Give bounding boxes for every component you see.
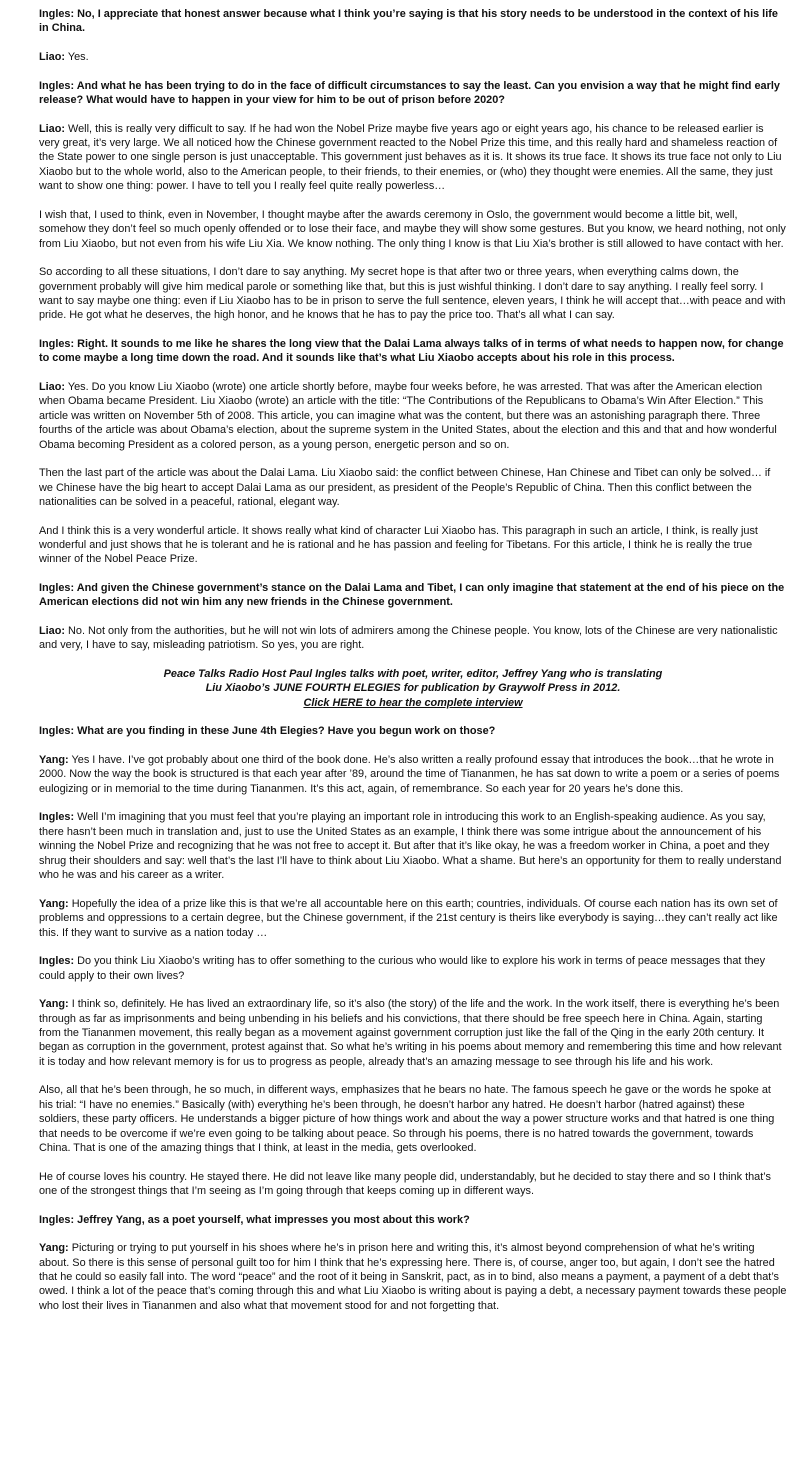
speaker-label: Liao: bbox=[39, 51, 66, 63]
speaker-label: Ingles: bbox=[39, 582, 75, 595]
complete-interview-link[interactable]: Click HERE to hear the complete interview bbox=[303, 696, 523, 709]
paragraph-text: What are you finding in these June 4th Elegies? Have you begun work on those? bbox=[77, 725, 496, 738]
paragraph-text: No. Not only from the authorities, but he will not win lots of admirers among the Chinese people. You know, lots of the Chinese are very nationalistic and very, I have to say, misleading patriotism. So yes, you are right. bbox=[39, 625, 778, 652]
paragraph-text: Yes I have. I’ve got probably about one third of the book done. He’s also written a really profound essay that introduces the book…that he wrote in 2000. Now the way the book is structured is that each year after ’89, around the time of Tiananmen, he has sat down to write a poem or a series of poems eulogizing or in memorial to the time during Tiananmen. It’s this act, again, of remembrance. So each year for 20 years he’s done this. bbox=[39, 754, 780, 795]
answer-paragraph bbox=[39, 897, 787, 940]
speaker-label: Liao: bbox=[39, 625, 66, 638]
speaker-label: Yang: bbox=[39, 897, 69, 910]
paragraph-text: Yes. Do you know Liu Xiaobo (wrote) one article shortly before, maybe four weeks before, he was arrested. That was after the American election when Obama became President. Liu Xiaobo (wrote) an article with the title: “The Contributions of the Republicans to Obama’s Win After Election.” This article was written on November 5th of 2008. This article, you can imagine what was the content, but there was an astonishing paragraph there. Three fourths of the article was about Obama’s election, about the supreme system in the United States, about the election and this and that and how wonderful Obama becoming President as a colored person, as a young person, energetic person and so on. bbox=[39, 381, 777, 451]
paragraph-text: Then the last part of the article was about the Dalai Lama. Liu Xiaobo said: the conflict between Chinese, Han Chinese and Tibet can only be solved… if we Chinese have the big heart to accept Dalai Lama as our president, as president of the People’s Republic of China. Then this conflict between the nationalities can be solved in a peaceful, rational, elegant way. bbox=[39, 467, 771, 509]
question-paragraph bbox=[39, 79, 787, 108]
speaker-label: Ingles: bbox=[39, 955, 75, 968]
paragraph-text: Jeffrey Yang, as a poet yourself, what impresses you most about this work? bbox=[77, 1213, 470, 1226]
paragraph-text: No, I appreciate that honest answer because what I think you’re saying is that his story needs to be understood in the context of his life in China. bbox=[39, 8, 778, 35]
paragraph-text: Do you think Liu Xiaobo’s writing has to offer something to the curious who would like to explore his work in terms of peace messages that they could apply to their own lives? bbox=[39, 955, 766, 982]
speaker-label: Ingles: bbox=[39, 1213, 75, 1226]
question-paragraph bbox=[39, 724, 787, 738]
body-paragraph bbox=[39, 1170, 787, 1199]
question-paragraph bbox=[39, 7, 787, 36]
answer-paragraph bbox=[39, 122, 787, 194]
paragraph-text: So according to all these situations, I don’t dare to say anything. My secret hope is that after two or three years, when everything calms down, the government probably will give him medical parole or something like that, but this is just wishful thinking. I don’t dare to say anything. I really feel sorry. I want to say maybe one thing: even if Liu Xiaobo has to be in prison to serve the full sentence, eleven years, I think he will accept that…with peace and with pride. He got what he deserves, the high honor, and he knows that he has to pay the price too. That’s all what I can say. bbox=[39, 266, 786, 322]
body-paragraph bbox=[39, 1083, 787, 1155]
paragraph-text: Also, all that he’s been through, he so much, in different ways, emphasizes that he bears no hate. The famous speech he gave or the words he spoke at his trial: “I have no enemies.” Basically (with) everything he’s been through, he doesn’t harbor any hatred. He doesn’t harbor (hatred against) these soldiers, these party officers. He understands a bigger picture of how things work and about the way a power structure works and that hatred is one thing that needs to be overcome if we’re even going to be talking about peace. So through his poems, there is no hatred towards the government, towards China. That is one of the amazing things that I think, at least in the media, gets overlooked. bbox=[39, 1084, 775, 1154]
intro-line: Liu Xiaobo’s JUNE FOURTH ELEGIES for publication by Graywolf Press in 2012. bbox=[205, 682, 621, 695]
answer-paragraph bbox=[39, 997, 787, 1069]
speaker-label: Yang: bbox=[39, 754, 69, 767]
question-paragraph bbox=[39, 581, 787, 610]
speaker-label: Ingles: bbox=[39, 338, 75, 351]
paragraph-text: And I think this is a very wonderful article. It shows really what kind of character Lui Xiaobo has. This paragraph in such an article, I think, is really just wonderful and just shows that he is tolerant and he is rational and he has passion and feeling for Tibetans. For this article, I think he is really the true winner of the Nobel Peace Prize. bbox=[39, 524, 758, 566]
paragraph-text: I think so, definitely. He has lived an extraordinary life, so it’s also (the story) of the life and the work. In the work itself, there is everything he’s been through as far as imprisonments and being unbending in his beliefs and his convictions, that there should be free speech here in China. Again, starting from the Tiananmen movement, this really began as a movement against government corruption just like the fall of the Qing in the early 20th century. It began as corruption in the government, protest against that. So what he’s writing in his poems about memory and remembering this time and how relevant it is today and how relevant memory is for us to progress as people, already that’s an amazing message to see through his life and his work. bbox=[39, 998, 782, 1068]
speaker-label: Ingles: bbox=[39, 8, 75, 20]
speaker-label: Ingles: bbox=[39, 725, 75, 738]
paragraph-text: Well, this is really very difficult to say. If he had won the Nobel Prize maybe five years ago or eight years ago, his chance to be released earlier is very great, it’s very large. We all noticed how the Chinese government reacted to the Nobel Prize this time, and this really hard and shameless reaction of the State power to one single person is just unacceptable. This government just behaves as it is. It shows its true face. It shows its true face not only to Liu Xiaobo but to the whole world, also to the American people, to their friends, to their enemies, or (who) they thought were enemies. All the same, they just want to show one thing: power. I have to tell you I really feel quite really powerless… bbox=[39, 122, 782, 193]
paragraph-text: Well I’m imagining that you must feel that you’re playing an important role in introducing this work to an English-speaking audience. As you say, there hasn’t been much in translation and, just to use the United States as an example, I think there was some intrigue about the announcement of his winning the Nobel Prize and recognizing that he was not free to accept it. But after that it’s like okay, he was a freedom worker in China, a poet and they shrug their shoulders and say: well that’s the last I’ll have to think about Liu Xiaobo. What a shame. But here’s an opportunity for them to really understand who he was and his career as a writer. bbox=[39, 811, 782, 882]
speaker-label: Liao: bbox=[39, 122, 66, 135]
speaker-label: Yang: bbox=[39, 1242, 69, 1255]
intro-line: Peace Talks Radio Host Paul Ingles talks with poet, writer, editor, Jeffrey Yang who is translating bbox=[163, 668, 663, 681]
paragraph-text: Right. It sounds to me like he shares the long view that the Dalai Lama always talks of in terms of what needs to happen now, for change to come maybe a long time down the road. And it sounds like that’s what Liu Xiaobo accepts about his role in this process. bbox=[39, 338, 784, 365]
paragraph-text: Picturing or trying to put yourself in his shoes where he’s in prison here and writing this, it’s almost beyond comprehension of what he’s writing about. So there is this sense of personal guilt too for him I think that he’s expressing here. There is, of course, anger too, but again, I don’t see the hatred that he could so easily fall into. The word “peace” and the root of it being in Sanskrit, pact, as in to bind, also means a payment, a payment of a debt that’s owed. I think a lot of the peace that’s coming through this and what Liu Xiaobo is writing about is paying a debt, a necessary payment towards these people who lost their lives in Tiananmen and also what that movement stood for and not forgetting that. bbox=[39, 1242, 787, 1312]
body-paragraph bbox=[39, 265, 787, 323]
paragraph-text: Hopefully the idea of a prize like this is that we’re all accountable here on this earth; countries, individuals. Of course each nation has its own set of problems and oppressions to a certain degree, but the Chinese government, if the 21st century is theirs like everybody is saying…they can’t really act like this. If they want to survive as a nation today … bbox=[39, 897, 778, 939]
interview-intro bbox=[39, 667, 787, 710]
paragraph-text: And given the Chinese government’s stance on the Dalai Lama and Tibet, I can only imagine that statement at the end of his piece on the American elections did not win him any new friends in the Chinese government. bbox=[39, 582, 785, 609]
answer-paragraph bbox=[39, 753, 787, 796]
question-paragraph bbox=[39, 1213, 787, 1227]
question-paragraph bbox=[39, 337, 787, 366]
speaker-label: Ingles: bbox=[39, 79, 75, 92]
body-paragraph bbox=[39, 466, 787, 509]
answer-paragraph bbox=[39, 380, 787, 452]
answer-paragraph bbox=[39, 50, 787, 64]
paragraph-text: And what he has been trying to do in the face of difficult circumstances to say the least. Can you envision a way that he might find early release? What would have to happen in your view for him to be out of prison before 2020? bbox=[39, 79, 780, 106]
speaker-label: Liao: bbox=[39, 381, 66, 394]
answer-paragraph bbox=[39, 1241, 787, 1313]
body-paragraph bbox=[39, 208, 787, 251]
answer-paragraph bbox=[39, 624, 787, 653]
answer-paragraph bbox=[39, 954, 787, 983]
body-paragraph bbox=[39, 524, 787, 567]
paragraph-text: He of course loves his country. He stayed there. He did not leave like many people did, understandably, but he decided to stay there and so I think that’s one of the strongest things that I’m seeing as I’m going through that keeps coming up in different ways. bbox=[39, 1170, 771, 1197]
speaker-label: Yang: bbox=[39, 998, 69, 1011]
speaker-label: Ingles: bbox=[39, 811, 75, 824]
paragraph-text: Yes. bbox=[67, 51, 89, 63]
paragraph-text: I wish that, I used to think, even in November, I thought maybe after the awards ceremony in Oslo, the government would become a little bit, well, somehow they don’t feel so much openly offended or to lose their face, and maybe they will show some gestures. But you know, we heard nothing, not only from Liu Xiaobo, but not even from his wife Liu Xia. We know nothing. The only thing I know is that Liu Xia’s brother is still allowed to have contact with her. bbox=[39, 208, 786, 250]
answer-paragraph bbox=[39, 810, 787, 882]
